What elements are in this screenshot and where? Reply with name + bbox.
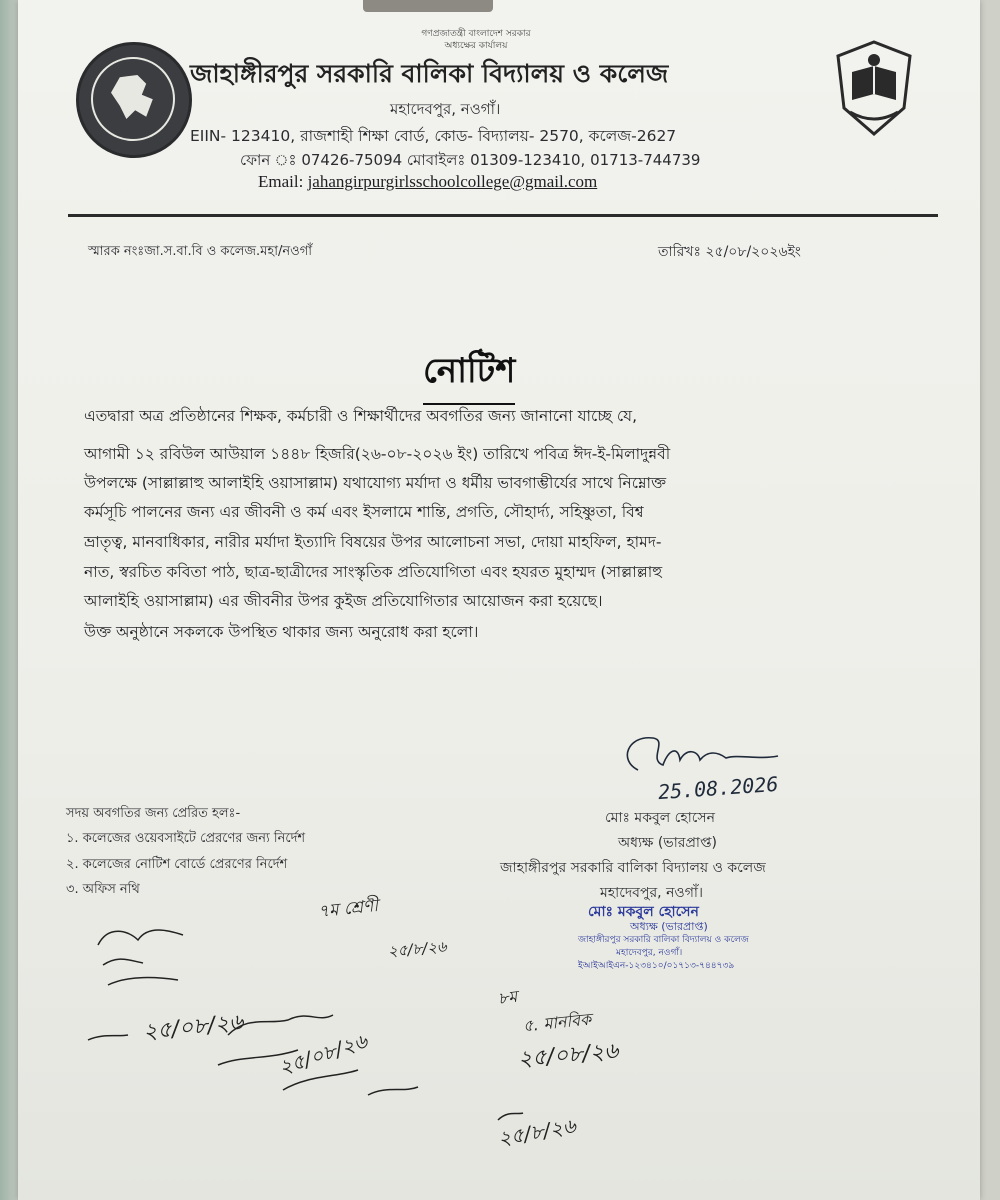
office-line: অধ্যক্ষের কার্যালয়	[444, 41, 508, 51]
notice-line: কর্মসূচি পালনের জন্য এর জীবনী ও কর্ম এবং ইসলামে শান্তি, প্রগতি, সৌহার্দ্য, সহিষ্ণুতা, বিশ্ব	[84, 503, 644, 521]
principal-signature	[608, 730, 818, 780]
signatory-institution: জাহাঙ্গীরপুর সরকারি বালিকা বিদ্যালয় ও কলেজ	[500, 860, 766, 876]
institution-address: মহাদেবপুর, নওগাঁ।	[390, 100, 501, 118]
stamp-address: মহাদেবপুর, নওগাঁ।	[616, 948, 683, 958]
signatory-designation: অধ্যক্ষ (ভারপ্রাপ্ত)	[618, 835, 717, 851]
stamp-designation: অধ্যক্ষ (ভারপ্রাপ্ত)	[630, 920, 708, 933]
notice-line: নাত, স্বরচিত কবিতা পাঠ, ছাত্র-ছাত্রীদের সাংস্কৃতিক প্রতিযোগিতা এবং হযরত মুহাম্মদ (সাল্লাল্লাহু	[84, 563, 663, 581]
signatory-name: মোঃ মকবুল হোসেন	[605, 810, 715, 826]
notice-line: ভ্রাতৃত্ব, মানবাধিকার, নারীর মর্যাদা ইত্যাদি বিষয়ের উপর আলোচনা সভা, দোয়া মাহফিল, হামদ-	[84, 533, 662, 551]
notice-title: নোটিশ	[423, 345, 515, 405]
distribution-item: ১. কলেজের ওয়েবসাইটে প্রেরণের জন্য নির্দেশ	[66, 831, 306, 846]
institution-name: জাহাঙ্গীরপুর সরকারি বালিকা বিদ্যালয় ও কলেজ	[190, 59, 669, 88]
handwritten-note: ২৫/৮/২৬	[496, 1113, 578, 1151]
email-label: Email:	[258, 172, 304, 191]
notice-line: উপলক্ষে (সাল্লাল্লাহু আলাইহি ওয়াসাল্লাম) যথাযোগ্য মর্যাদা ও ধর্মীয় ভাবগাম্ভীর্যের সাথে নিম্নোক্ত	[84, 474, 667, 492]
institution-phones: ফোন ঃ 07426-75094 মোবাইলঃ 01309-123410, 01713-744739	[240, 151, 701, 169]
signature-date: 25.08.2026	[657, 771, 780, 805]
paper-clip	[363, 0, 493, 12]
stamp-institution: জাহাঙ্গীরপুর সরকারি বালিকা বিদ্যালয় ও কলেজ	[578, 935, 749, 945]
notice-date: তারিখঃ ২৫/০৮/২০২৬ইং	[658, 244, 801, 260]
notice-page	[18, 0, 980, 1200]
notice-line: আলাইহি ওয়াসাল্লাম) এর জীবনীর উপর কুইজ প্রতিযোগিতার আয়োজন করা হয়েছে।	[84, 592, 603, 610]
book-crest-logo-icon	[830, 38, 918, 138]
distribution-item: ২. কলেজের নোটিশ বোর্ডে প্রেরণের নির্দেশ	[66, 857, 288, 872]
handwritten-note: ৭ম শ্রেণী	[317, 895, 380, 923]
handwritten-note: ৫. মানবিক	[522, 1009, 593, 1036]
notice-line: উক্ত অনুষ্ঠানে সকলকে উপস্থিত থাকার জন্য অনুরোধ করা হলো।	[84, 623, 479, 641]
signatory-address: মহাদেবপুর, নওগাঁ।	[600, 885, 703, 901]
handwritten-note: ২৫/০৮/২৬	[517, 1038, 620, 1073]
email-row	[258, 172, 597, 192]
memo-number: স্মারক নংঃজা.স.বা.বি ও কলেজ.মহা/নওগাঁ	[88, 244, 312, 259]
handwritten-note: ২৫/০৮/২৬	[275, 1028, 371, 1080]
handwritten-note: ২৫/০৮/২৬	[141, 1009, 245, 1046]
distribution-item: ৩. অফিস নথি	[66, 882, 140, 897]
handwritten-note: ২৫/৮/২৬	[387, 937, 448, 961]
email-link[interactable]: jahangirpurgirlsschoolcollege@gmail.com	[307, 172, 598, 191]
government-line: গণপ্রজাতন্ত্রী বাংলাদেশ সরকার	[421, 29, 531, 39]
institution-codes: EIIN- 123410, রাজশাহী শিক্ষা বোর্ড, কোড- বিদ্যালয়- 2570, কলেজ-2627	[190, 127, 677, 145]
bangladesh-map-seal-icon	[76, 42, 192, 158]
handwritten-note: ৮ম	[496, 986, 519, 1009]
stamp-name: মোঃ মকবুল হোসেন	[588, 904, 699, 920]
handwritten-scribbles	[68, 905, 568, 1135]
header-divider	[68, 214, 938, 217]
notice-line: আগামী ১২ রবিউল আউয়াল ১৪৪৮ হিজরি(২৬-০৮-২০২৬ ইং) তারিখে পবিত্র ঈদ-ই-মিলাদুন্নবী	[84, 445, 671, 463]
stamp-codes: ইআইআইএন-১২৩৪১০/০১৭১৩-৭৪৪৭৩৯	[578, 961, 735, 971]
notice-line: এতদ্বারা অত্র প্রতিষ্ঠানের শিক্ষক, কর্মচারী ও শিক্ষার্থীদের অবগতির জন্য জানানো যাচ্ছে যে,	[84, 407, 637, 425]
distribution-heading: সদয় অবগতির জন্য প্রেরিত হলঃ-	[66, 806, 241, 821]
